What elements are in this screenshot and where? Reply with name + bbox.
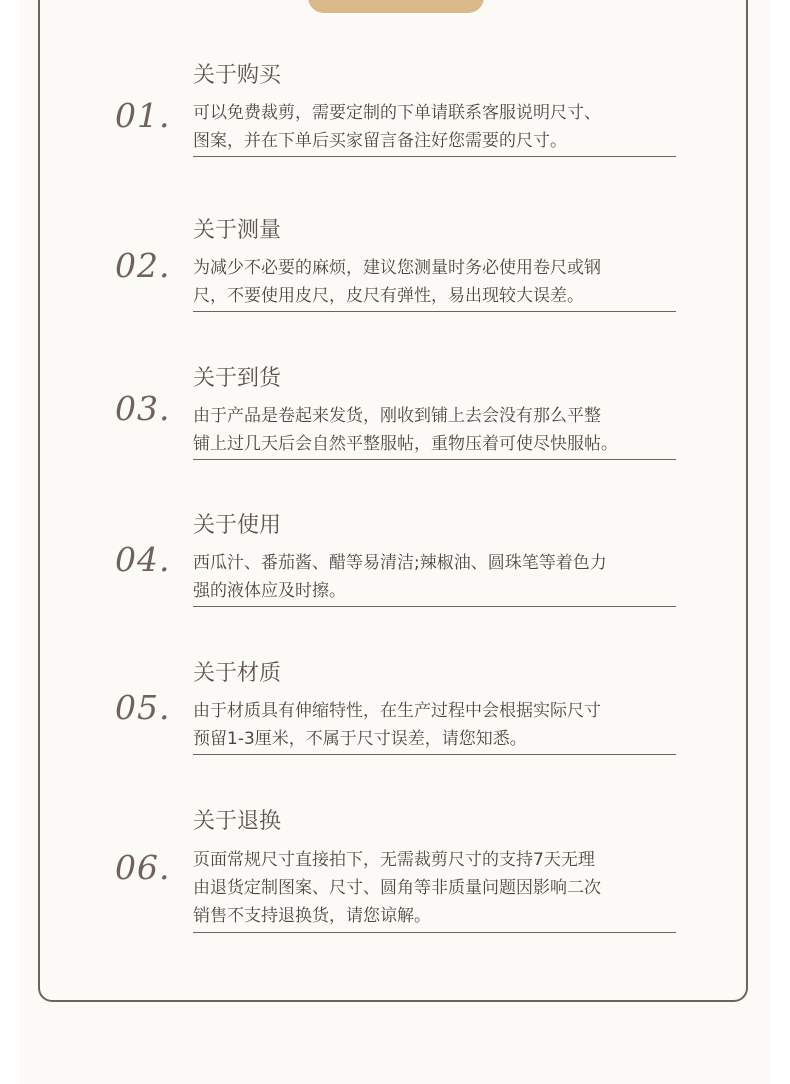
section-body [193,697,713,753]
section-title: 关于到货 [193,366,282,391]
section-body-line: 尺，不要使用皮尺，皮尺有弹性，易出现较大误差。 [193,286,584,306]
section-body-line: 预留1-3厘米，不属于尺寸误差，请您知悉。 [193,729,527,749]
section-number: 06. [115,848,171,887]
section-divider [193,311,676,312]
header-tab [308,0,484,13]
section-title: 关于材质 [193,661,282,686]
section-divider [193,606,676,607]
section-body-line: 由于材质具有伸缩特性，在生产过程中会根据实际尺寸 [193,701,601,721]
section-number: 05. [115,688,171,727]
section-body-line: 西瓜汁、番茄酱、醋等易清洁;辣椒油、圆珠笔等着色力 [193,553,607,573]
section-title: 关于测量 [193,218,282,243]
section-divider [193,754,676,755]
section-body [193,549,713,605]
section-title: 关于退换 [193,809,282,834]
section-body [193,402,713,458]
section-body [193,99,713,155]
section-title: 关于购买 [193,63,282,88]
section-number: 01. [115,96,171,135]
section-body-line: 可以免费裁剪，需要定制的下单请联系客服说明尺寸、 [193,103,601,123]
section-body-line: 强的液体应及时擦。 [193,581,346,601]
section-number: 02. [115,246,171,285]
section-body-line: 铺上过几天后会自然平整服帖，重物压着可使尽快服帖。 [193,434,618,454]
section-body-line: 页面常规尺寸直接拍下，无需裁剪尺寸的支持7天无理 [193,850,595,870]
section-number: 04. [115,540,171,579]
section-body [193,254,713,310]
section-body-line: 销售不支持退换货，请您谅解。 [193,906,431,926]
section-body-line: 由于产品是卷起来发货，刚收到铺上去会没有那么平整 [193,406,601,426]
section-body-line: 由退货定制图案、尺寸、圆角等非质量问题因影响二次 [193,878,601,898]
section-number: 03. [115,389,171,428]
section-divider [193,932,676,933]
section-body-line: 为减少不必要的麻烦，建议您测量时务必使用卷尺或钢 [193,258,601,278]
section-body-line: 图案，并在下单后买家留言备注好您需要的尺寸。 [193,131,567,151]
section-divider [193,156,676,157]
section-divider [193,459,676,460]
section-title: 关于使用 [193,513,282,538]
section-body [193,846,713,930]
